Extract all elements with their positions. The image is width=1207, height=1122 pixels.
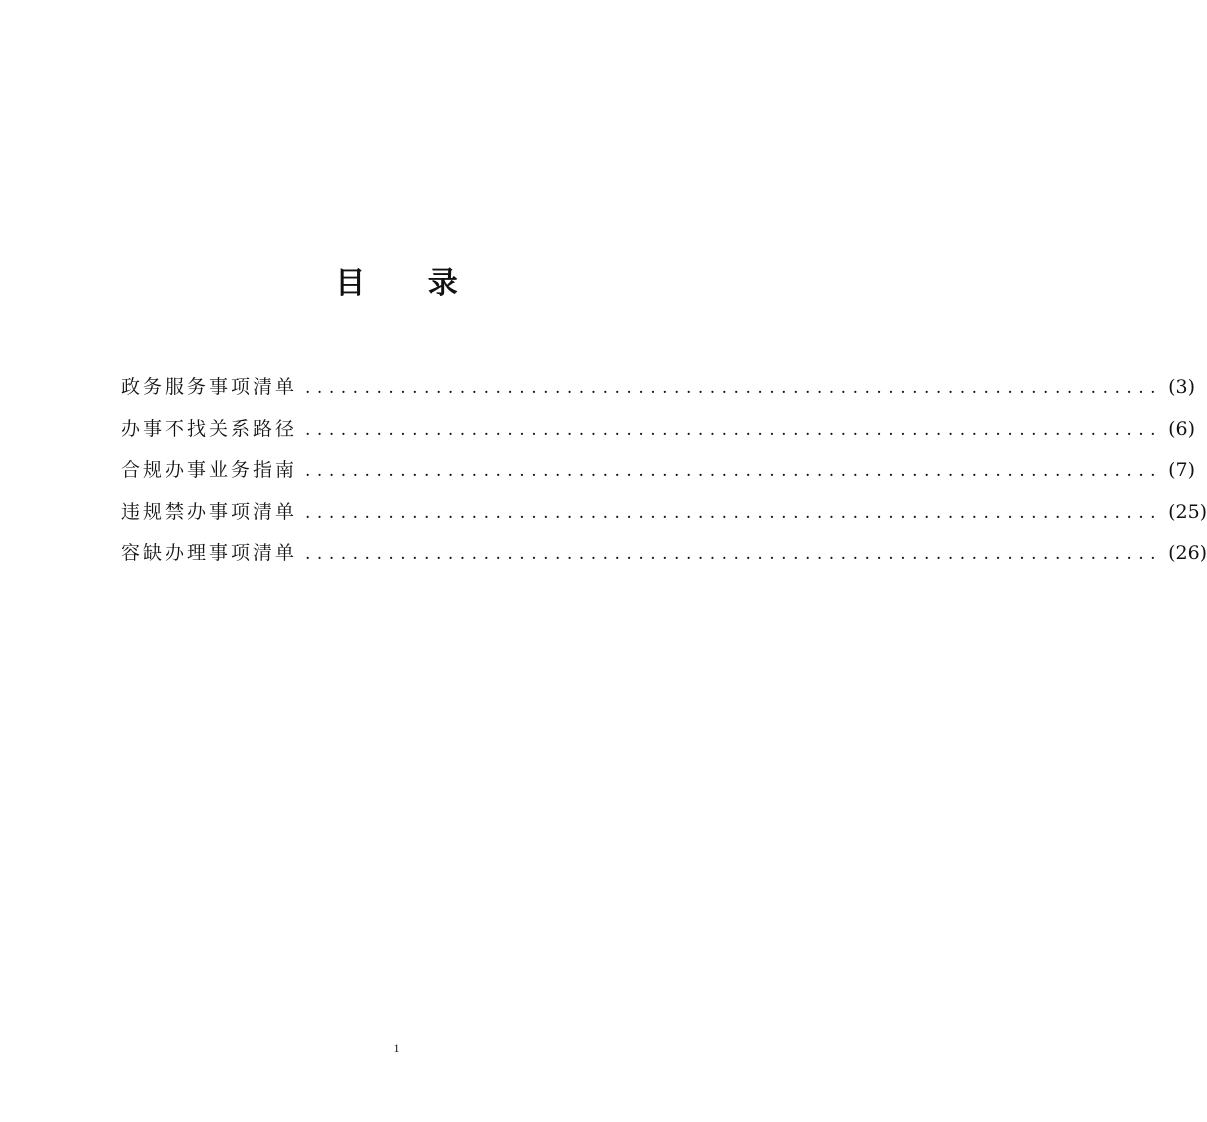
toc-dot-leader: ........................................................................ (305, 502, 1163, 523)
toc-entry-page: (3) (1168, 376, 1196, 398)
page-number: 1 (393, 1041, 400, 1055)
toc-dot-leader: ........................................................................ (305, 378, 1163, 398)
toc-entry-label: 合规办事业务指南 (121, 459, 298, 481)
toc-title: 目 录 (335, 266, 484, 301)
toc-entry-label: 政务服务事项清单 (121, 376, 298, 398)
toc-entry[interactable] (121, 412, 1196, 454)
toc-dot-leader: ........................................................................ (305, 419, 1163, 440)
toc-entry-page: (25) (1168, 500, 1207, 523)
toc-entry-page: (7) (1168, 459, 1196, 481)
toc-entry-page: (6) (1168, 417, 1196, 440)
toc-entry[interactable] (121, 370, 1196, 412)
toc-dot-leader: ........................................................................ (305, 461, 1163, 481)
toc-list (121, 370, 1207, 578)
toc-entry[interactable] (121, 495, 1207, 537)
toc-entry-label: 违规禁办事项清单 (121, 500, 298, 523)
toc-dot-leader: ........................................................................ (305, 544, 1163, 564)
toc-entry-label: 容缺办理事项清单 (121, 542, 298, 564)
toc-entry[interactable] (121, 453, 1196, 495)
toc-entry[interactable] (121, 536, 1207, 578)
toc-entry-page: (26) (1168, 542, 1207, 564)
toc-entry-label: 办事不找关系路径 (121, 417, 298, 440)
